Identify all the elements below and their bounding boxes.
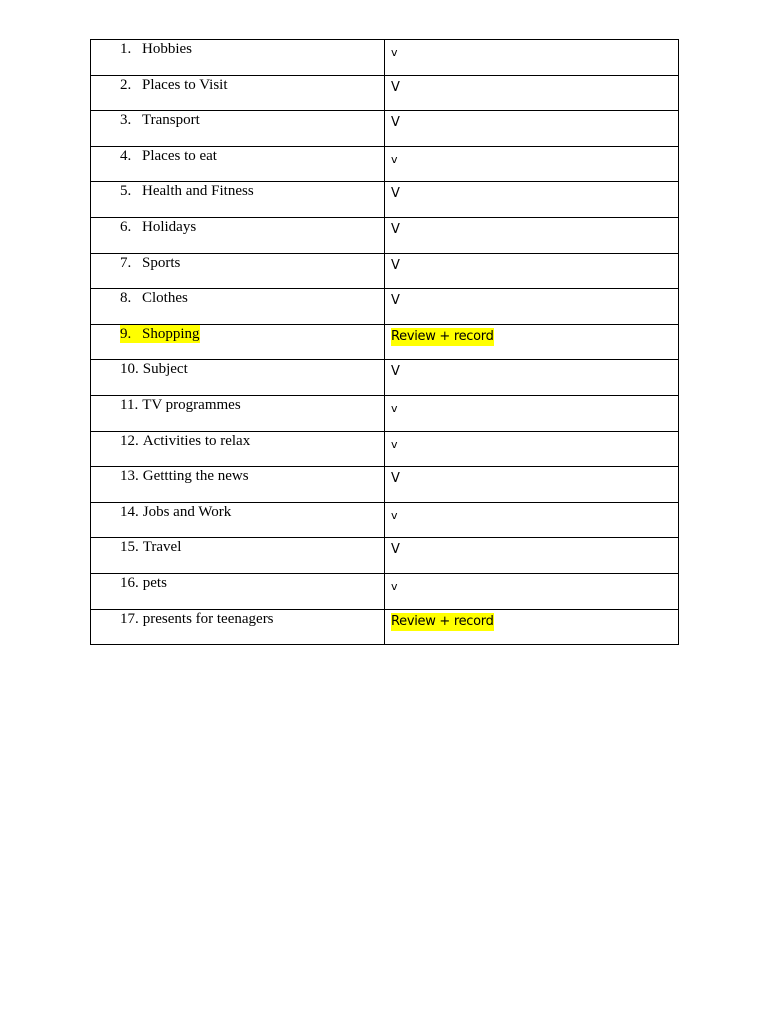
- topic-number: 12.: [120, 432, 139, 449]
- status-cell: [385, 395, 679, 431]
- topic-item: [120, 254, 180, 272]
- topic-item: [120, 218, 196, 236]
- topic-cell: [91, 40, 385, 76]
- topic-number: 11.: [120, 396, 139, 413]
- check-mark: v: [391, 46, 398, 59]
- topic-cell: [91, 111, 385, 147]
- topic-label: Jobs and Work: [142, 503, 232, 520]
- topic-cell: [91, 289, 385, 325]
- status-cell: [385, 253, 679, 289]
- topic-cell: [91, 395, 385, 431]
- check-mark: V: [391, 186, 400, 202]
- topic-cell: [91, 360, 385, 396]
- check-mark: V: [391, 221, 400, 237]
- check-mark: V: [391, 364, 400, 380]
- topic-label: pets: [142, 574, 167, 591]
- table-row: [91, 502, 679, 538]
- table-row: [91, 111, 679, 147]
- status-cell: [385, 289, 679, 325]
- check-mark: V: [391, 542, 400, 558]
- table-row: [91, 146, 679, 182]
- review-record-note: Review + record: [391, 328, 494, 344]
- table-row: [91, 609, 679, 645]
- status-cell: [385, 502, 679, 538]
- topic-number: 10.: [120, 361, 139, 378]
- topic-number: 9.: [120, 325, 132, 342]
- topic-number: 15.: [120, 539, 139, 556]
- topic-cell: [91, 431, 385, 467]
- table-row: [91, 467, 679, 503]
- topic-number: 16.: [120, 574, 139, 591]
- status-cell: [385, 217, 679, 253]
- topic-label: Travel: [142, 539, 182, 556]
- status-cell: [385, 182, 679, 218]
- topic-number: 5.: [120, 183, 132, 200]
- status-cell: [385, 538, 679, 574]
- status-cell: [385, 609, 679, 645]
- topic-label: Holidays: [142, 218, 197, 235]
- status-cell: [385, 360, 679, 396]
- topic-item: [120, 360, 188, 378]
- status-cell: [385, 146, 679, 182]
- topic-number: 13.: [120, 468, 139, 485]
- topic-item: [120, 76, 228, 94]
- table-row: [91, 324, 679, 360]
- topic-cell: [91, 182, 385, 218]
- check-mark: v: [391, 152, 398, 166]
- topic-label: Clothes: [142, 290, 188, 307]
- table-row: [91, 538, 679, 574]
- topic-item: [120, 538, 181, 556]
- topic-number: 2.: [120, 76, 132, 93]
- topic-item: [120, 40, 192, 58]
- topic-label: Places to Visit: [142, 76, 228, 93]
- check-mark: V: [391, 471, 400, 487]
- topics-table-body: [91, 40, 679, 645]
- check-mark: V: [391, 257, 400, 273]
- topic-item: [120, 325, 200, 343]
- check-mark: v: [391, 508, 398, 522]
- topic-cell: [91, 324, 385, 360]
- topic-item: [120, 503, 231, 521]
- topic-item: [120, 289, 188, 307]
- check-mark: V: [391, 115, 400, 131]
- topic-cell: [91, 146, 385, 182]
- topic-label: Gettting the news: [142, 468, 249, 485]
- topic-item: [120, 467, 249, 485]
- review-record-note: Review + record: [391, 613, 494, 629]
- table-row: [91, 395, 679, 431]
- topic-cell: [91, 467, 385, 503]
- topic-item: [120, 432, 250, 450]
- topic-label: Activities to relax: [142, 432, 251, 449]
- status-cell: [385, 75, 679, 111]
- topic-cell: [91, 502, 385, 538]
- topic-label: Sports: [142, 254, 181, 271]
- table-row: [91, 253, 679, 289]
- topic-label: Subject: [142, 361, 188, 378]
- topic-cell: [91, 253, 385, 289]
- table-row: [91, 573, 679, 609]
- topics-table: [90, 39, 679, 645]
- status-cell: [385, 111, 679, 147]
- topic-item: [120, 574, 167, 592]
- topic-cell: [91, 217, 385, 253]
- topic-item: [120, 111, 200, 129]
- topic-cell: [91, 75, 385, 111]
- topic-number: 3.: [120, 112, 132, 129]
- topic-item: [120, 396, 241, 414]
- topic-item: [120, 147, 217, 165]
- topic-cell: [91, 609, 385, 645]
- check-mark: v: [391, 437, 398, 451]
- table-row: [91, 40, 679, 76]
- topic-item: [120, 610, 274, 628]
- table-row: [91, 431, 679, 467]
- topic-cell: [91, 573, 385, 609]
- topic-number: 4.: [120, 147, 132, 164]
- topic-cell: [91, 538, 385, 574]
- topic-label: presents for teenagers: [142, 610, 274, 627]
- topic-label: Health and Fitness: [142, 183, 254, 200]
- topic-item: [120, 182, 254, 200]
- topic-label: Places to eat: [142, 147, 217, 164]
- topic-number: 7.: [120, 254, 132, 271]
- table-row: [91, 289, 679, 325]
- topic-number: 14.: [120, 503, 139, 520]
- check-mark: v: [391, 579, 398, 593]
- check-mark: V: [391, 79, 400, 95]
- topic-label: Hobbies: [142, 41, 192, 57]
- topic-number: 8.: [120, 290, 132, 307]
- topic-label: Transport: [142, 112, 200, 129]
- status-cell: [385, 467, 679, 503]
- topic-number: 1.: [120, 41, 132, 57]
- status-cell: [385, 573, 679, 609]
- topic-label: TV programmes: [142, 396, 241, 413]
- status-cell: [385, 324, 679, 360]
- table-row: [91, 75, 679, 111]
- table-row: [91, 360, 679, 396]
- table-row: [91, 182, 679, 218]
- status-cell: [385, 431, 679, 467]
- check-mark: V: [391, 293, 400, 309]
- topic-number: 6.: [120, 218, 132, 235]
- check-mark: v: [391, 401, 398, 415]
- table-row: [91, 217, 679, 253]
- topic-label: Shopping: [142, 325, 200, 342]
- topic-number: 17.: [120, 610, 139, 627]
- status-cell: [385, 40, 679, 76]
